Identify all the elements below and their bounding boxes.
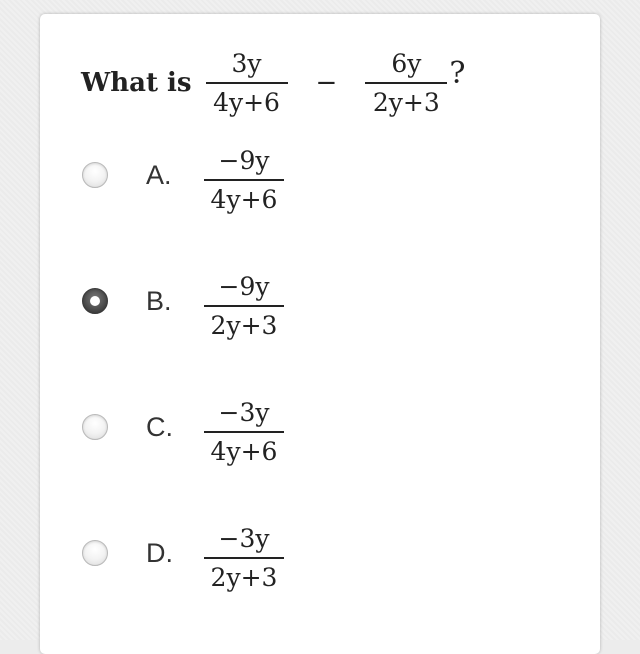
radio-button-d[interactable] (82, 540, 108, 566)
minus-operator: − (315, 68, 338, 98)
radio-button-b[interactable] (82, 288, 108, 314)
choice-fraction[interactable] (204, 524, 284, 593)
fraction-numerator: 6y (391, 48, 422, 78)
fraction-denominator: 4y+6 (213, 87, 280, 117)
fraction-bar (204, 431, 284, 433)
choice-letter[interactable]: B. (146, 286, 172, 316)
choice-b[interactable] (80, 272, 560, 352)
fraction-denominator: 2y+3 (210, 311, 278, 340)
fraction-numerator: −3y (218, 398, 270, 427)
choice-d[interactable] (80, 524, 560, 604)
question-fraction-1 (206, 49, 288, 118)
fraction-denominator: 4y+6 (210, 185, 278, 214)
fraction-denominator: 2y+3 (372, 87, 440, 117)
radio-button-a[interactable] (82, 162, 108, 188)
fraction-denominator: 4y+6 (210, 437, 278, 466)
fraction-bar (204, 179, 284, 181)
fraction-bar (365, 82, 447, 84)
choice-fraction[interactable] (204, 398, 284, 467)
choice-fraction[interactable] (204, 272, 284, 341)
choice-c[interactable] (80, 398, 560, 478)
fraction-numerator: −9y (218, 146, 270, 175)
fraction-bar (204, 557, 284, 559)
fraction-denominator: 2y+3 (210, 563, 278, 592)
choice-letter[interactable]: A. (146, 160, 172, 190)
question-prompt (81, 44, 465, 122)
fraction-bar (206, 82, 288, 84)
question-fraction-2 (365, 49, 447, 118)
fraction-numerator: −3y (218, 524, 270, 553)
choice-fraction[interactable] (204, 146, 284, 215)
choice-a[interactable] (80, 146, 560, 226)
fraction-numerator: 3y (231, 48, 262, 78)
radio-button-c[interactable] (82, 414, 108, 440)
question-mark: ? (449, 55, 466, 91)
fraction-bar (204, 305, 284, 307)
question-lead: What is (81, 68, 192, 98)
choice-letter[interactable]: D. (146, 538, 173, 568)
fraction-numerator: −9y (218, 272, 270, 301)
choice-letter[interactable]: C. (146, 412, 173, 442)
